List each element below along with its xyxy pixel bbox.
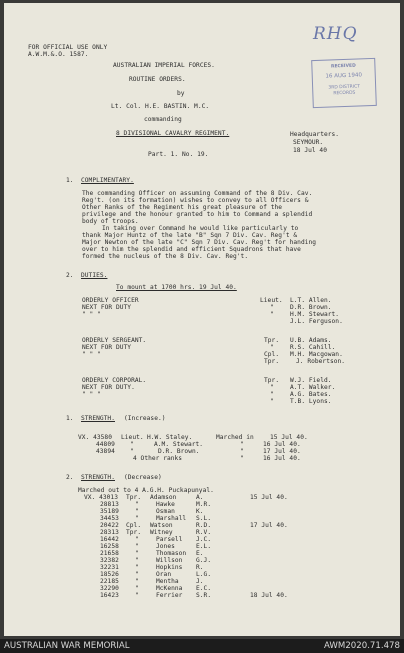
soldier-name: Watson (150, 522, 173, 529)
stamp-line: RECORDS (333, 90, 356, 97)
movement-date: 18 Jul 40. (250, 592, 288, 599)
official-use-line: FOR OFFICIAL USE ONLY (28, 44, 108, 51)
rank: Lieut. (121, 434, 144, 441)
duty-rank: " (270, 398, 274, 405)
duty-label: " " " (82, 391, 101, 398)
duty-name: A.G. Bates. (290, 391, 332, 398)
soldier-initials: A. (196, 494, 204, 501)
soldier-initials: L.G. (196, 571, 212, 578)
paragraph-line: thank Major Huntz of the late "B" Sqn 7 Div. Cav. Reg't & (82, 232, 298, 239)
rank: " (135, 571, 139, 578)
soldier-name: McKenna (156, 585, 183, 592)
soldier-initials: J.C. (196, 536, 212, 543)
soldier-name: Thomason (156, 550, 187, 557)
duty-label: NEXT FOR DUTY (82, 304, 132, 311)
soldier-initials: J. (196, 578, 204, 585)
marched-out-line: Marched out to 4 A.G.H. Puckapunyal. (78, 487, 214, 494)
duty-name: J. Robertson. (296, 358, 346, 365)
soldier-initials: M.R. (196, 501, 212, 508)
duty-label: ORDERLY OFFICER (82, 297, 139, 304)
soldier-initials: E.L. (196, 543, 212, 550)
soldier-name: Parsell (156, 536, 183, 543)
paragraph-line: Major Newton of the late "C" Sqn 7 Div. Cav. Reg't for handing (82, 239, 317, 246)
soldier-initials: E. (196, 550, 204, 557)
movement-text: Marched in (216, 434, 254, 441)
movement-date: 15 Jul 40. (270, 434, 308, 441)
service-number: 44809 (96, 441, 115, 448)
duty-rank: " (270, 344, 274, 351)
soldier-name: Hawke (156, 501, 175, 508)
archive-reference: AWM2020.71.478 (324, 641, 400, 651)
rank: Tpr. (126, 529, 142, 536)
document-page (4, 3, 400, 636)
soldier-name: D.R. Brown. (158, 448, 200, 455)
rank: Tpr. (126, 494, 142, 501)
soldier-name: Witney (150, 529, 173, 536)
duty-rank: " (270, 311, 274, 318)
soldier-initials: S.R. (196, 592, 212, 599)
duty-label: " " " (82, 311, 101, 318)
section-title-complimentary: COMPLIMENTARY. (81, 177, 134, 184)
duty-label: " " " (82, 351, 101, 358)
paragraph-line: The commanding Officer on assuming Command of the 8 Div. Cav. (82, 190, 313, 197)
soldier-name: Osman (156, 508, 175, 515)
section-subtitle: (Decrease) (124, 474, 162, 481)
soldier-initials: K. (196, 508, 204, 515)
paragraph-line: In taking over Command he would like particularly to (102, 225, 299, 232)
soldier-name: Oran (156, 571, 172, 578)
paragraph-line: Reg't. (on its formation) wishes to convey to all Officers & (82, 197, 309, 204)
location-label: SEYMOUR. (293, 139, 324, 146)
headquarters-label: Headquarters. (290, 131, 340, 138)
section-number: 2. (66, 272, 74, 279)
soldier-name: Jones (156, 543, 175, 550)
duty-rank: Tpr. (264, 358, 280, 365)
handwritten-rhq: RHQ (313, 24, 358, 44)
duty-rank: " (270, 384, 274, 391)
rank: " (130, 441, 134, 448)
service-number: 32231 (100, 564, 119, 571)
section-number: 2. (66, 474, 74, 481)
duty-name: U.B. Adams. (290, 337, 332, 344)
soldier-initials: R.D. (196, 522, 212, 529)
soldier-name: Ferrier (156, 592, 183, 599)
rank: Cpl. (126, 522, 142, 529)
duty-name: T.B. Lyons. (290, 398, 332, 405)
rank: " (135, 501, 139, 508)
soldier-name: Marshall (156, 515, 187, 522)
commanding-line: commanding (144, 116, 182, 123)
duty-label: ORDERLY SERGEANT. (82, 337, 147, 344)
duty-label: ORDERLY CORPORAL. (82, 377, 147, 384)
service-number: VX. 43580 (78, 434, 112, 441)
service-number: 43894 (96, 448, 115, 455)
movement-text: " (240, 455, 244, 462)
service-number: 35189 (100, 508, 119, 515)
duty-label: NEXT FOR DUTY (82, 344, 132, 351)
service-number: 28313 (100, 529, 119, 536)
service-number: 16442 (100, 536, 119, 543)
reference-number: A.W.M.&.O. 1587. (28, 51, 89, 58)
mount-time: To mount at 1700 hrs. 19 Jul 40. (116, 284, 237, 291)
soldier-name: Adamson (150, 494, 177, 501)
section-number: 1. (66, 415, 74, 422)
archive-footer (0, 639, 404, 653)
paragraph-line: formed the nucleus of the 8 Div. Cav. Reg't. (82, 253, 249, 260)
rank: " (130, 448, 134, 455)
service-number: 21658 (100, 550, 119, 557)
section-number: 1. (66, 177, 74, 184)
duty-rank: " (270, 391, 274, 398)
duty-label: NEXT FOR DUTY. (82, 384, 135, 391)
paragraph-line: over to him the splendid and efficient Squadrons that have (82, 246, 301, 253)
paragraph-line: body of troops. (82, 218, 139, 225)
service-number: 22185 (100, 578, 119, 585)
section-title-strength-decrease: STRENGTH. (81, 474, 115, 481)
soldier-name: A.M. Stewart. (154, 441, 204, 448)
rank: " (135, 585, 139, 592)
soldier-name: 4 Other ranks (133, 455, 183, 462)
soldier-initials: E.C. (196, 585, 212, 592)
soldier-initials: R.V. (196, 529, 212, 536)
movement-text: " (240, 441, 244, 448)
rank: " (135, 592, 139, 599)
duty-name: M.H. Macgowan. (290, 351, 343, 358)
duty-name: R.S. Cahill. (290, 344, 336, 351)
section-title-strength-increase: STRENGTH. (81, 415, 115, 422)
service-number: 34453 (100, 515, 119, 522)
soldier-initials: S.L. (196, 515, 212, 522)
force-title: AUSTRALIAN IMPERIAL FORCES. (113, 62, 215, 69)
rank: " (135, 508, 139, 515)
stamp-line: 3RD DISTRICT (328, 84, 361, 91)
order-date: 18 Jul 40 (293, 147, 327, 154)
by-line: by (177, 90, 185, 97)
movement-date: 17 Jul 40. (263, 448, 301, 455)
received-stamp (311, 58, 377, 108)
soldier-name: Mentha (156, 578, 179, 585)
archive-name: AUSTRALIAN WAR MEMORIAL (4, 641, 130, 651)
part-number: Part. 1. No. 19. (148, 151, 209, 158)
service-number: 18526 (100, 571, 119, 578)
soldier-name: Hopkins (156, 564, 183, 571)
movement-date: 17 Jul 40. (250, 522, 288, 529)
rank: " (135, 515, 139, 522)
duty-name: D.R. Brown. (290, 304, 332, 311)
paragraph-line: privilege and the honour granted to him to Command a splendid (82, 211, 313, 218)
duty-name: J.L. Ferguson. (290, 318, 343, 325)
service-number: 28813 (100, 501, 119, 508)
stamp-line: 16 AUG 1940 (325, 72, 363, 80)
unit-name: 8 DIVISIONAL CAVALRY REGIMENT. (116, 130, 230, 137)
service-number: 16423 (100, 592, 119, 599)
rank: " (135, 543, 139, 550)
service-number: 16258 (100, 543, 119, 550)
duty-name: L.T. Allen. (290, 297, 332, 304)
movement-date: 16 Jul 40. (263, 441, 301, 448)
service-number: 32290 (100, 585, 119, 592)
section-subtitle: (Increase.) (124, 415, 166, 422)
movement-text: " (240, 448, 244, 455)
service-number: 20422 (100, 522, 119, 529)
service-number: VX. 43013 (84, 494, 118, 501)
movement-date: 16 Jul 40. (263, 455, 301, 462)
duty-rank: Lieut. (260, 297, 283, 304)
commanding-officer: Lt. Col. H.E. BASTIN. M.C. (111, 103, 210, 110)
soldier-name: Willson (156, 557, 183, 564)
movement-date: 15 Jul 40. (250, 494, 288, 501)
duty-name: A.T. Walker. (290, 384, 336, 391)
duty-rank: Cpl. (264, 351, 280, 358)
rank: " (135, 557, 139, 564)
rank: " (135, 578, 139, 585)
soldier-name: H.W. Staley. (147, 434, 193, 441)
duty-rank: Tpr. (264, 377, 280, 384)
routine-orders-title: ROUTINE ORDERS. (129, 76, 186, 83)
service-number: 32382 (100, 557, 119, 564)
duty-rank: " (270, 304, 274, 311)
rank: " (135, 564, 139, 571)
duty-name: W.J. Field. (290, 377, 332, 384)
rank: " (135, 536, 139, 543)
soldier-initials: R. (196, 564, 204, 571)
duty-name: H.M. Stewart. (290, 311, 340, 318)
duty-rank: Tpr. (264, 337, 280, 344)
paragraph-line: Other Ranks of the Regiment his great pleasure of the (82, 204, 283, 211)
stamp-line: RECEIVED (330, 63, 356, 70)
rank: " (135, 550, 139, 557)
soldier-initials: G.J. (196, 557, 212, 564)
section-title-duties: DUTIES. (81, 272, 108, 279)
